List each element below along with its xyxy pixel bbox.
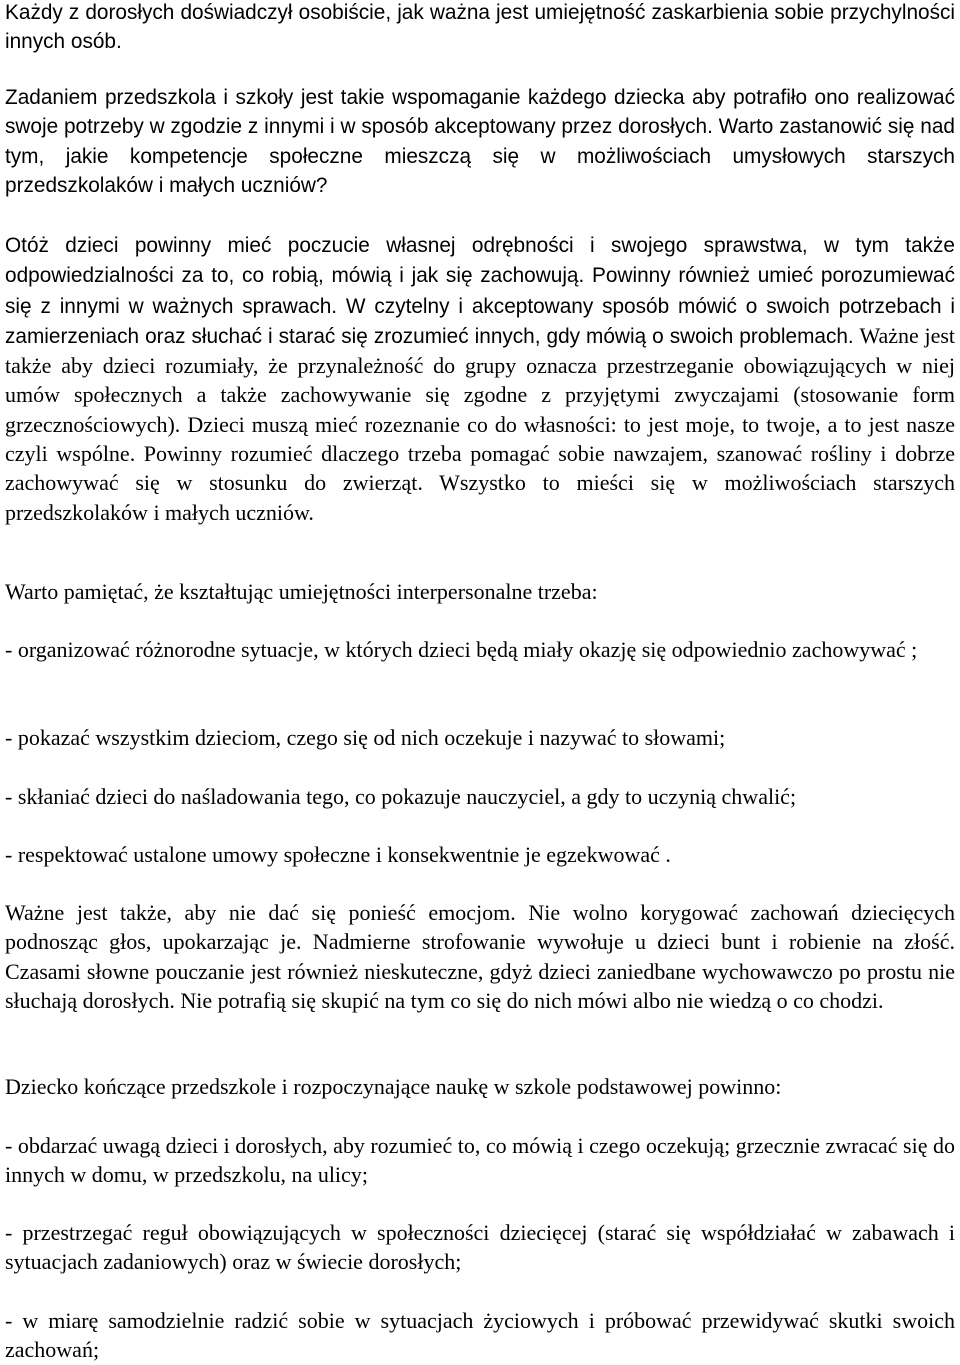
list-item-encourage: - skłaniać dzieci do naśladowania tego, co pokazuje nauczyciel, a gdy to uczynią chwalić; — [5, 784, 797, 809]
paragraph-competences — [5, 230, 955, 527]
paragraph-kindergarten-task: Zadaniem przedszkola i szkoły jest takie wspomaganie każdego dziecka aby potrafiło ono realizować swoje potrzeby w zgodzie z innymi i w sposób akceptowany przez dorosłych. Warto zastanowić się nad tym, jakie kompetencje społeczne mieszczą się w możliwościach umysłowych starszych przedszkolaków i małych uczniów? — [5, 86, 955, 197]
paragraph-remember: Warto pamiętać, że kształtując umiejętności interpersonalne trzeba: — [5, 579, 598, 604]
paragraph-competences-part1: Otóż dzieci powinny mieć poczucie własnej odrębności i swojego sprawstwa, w tym także odpowiedzialności za to, co robią, mówią i jak się zachowują. Powinny również umieć porozumiewać się z innymi w ważnych sprawach. W czytelny i akceptowany sposób mówić o swoich potrzebach i zamierzeniach oraz słuchać i starać się zrozumieć innych, gdy mówią o swoich problemach. — [5, 234, 955, 348]
list-item-show: - pokazać wszystkim dzieciom, czego się od nich oczekuje i nazywać to słowami; — [5, 725, 726, 750]
paragraph-emotions: Ważne jest także, aby nie dać się ponieść emocjom. Nie wolno korygować zachowań dziecięcych podnosząc głos, upokarzając je. Nadmierne strofowanie wywołuje u dzieci bunt i robienie na złość. Czasami słowne pouczanie jest również nieskuteczne, gdyż dzieci zaniedbane wychowawczo po prostu nie słuchają dorosłych. Nie potrafią się skupić na tym co się do nich mówi albo nie wiedzą o co chodzi. — [5, 900, 955, 1013]
paragraph-intro: Każdy z dorosłych doświadczył osobiście, jak ważna jest umiejętność zaskarbienia sobie przychylności innych osób. — [5, 1, 955, 54]
list-item-respect: - respektować ustalone umowy społeczne i konsekwentnie je egzekwować . — [5, 842, 671, 867]
list-item-organize: - organizować różnorodne sytuacje, w których dzieci będą miały okazję się odpowiednio zachowywać ; — [5, 637, 918, 662]
list-item-rules: - przestrzegać reguł obowiązujących w społeczności dziecięcej (starać się współdziałać w zabawach i sytuacjach zadaniowych) oraz w świecie dorosłych; — [5, 1220, 955, 1275]
paragraph-child-should: Dziecko kończące przedszkole i rozpoczynające naukę w szkole podstawowej powinno: — [5, 1074, 782, 1099]
list-item-independence: - w miarę samodzielnie radzić sobie w sytuacjach życiowych i próbować przewidywać skutki swoich zachowań; — [5, 1308, 955, 1363]
list-item-attention: - obdarzać uwagą dzieci i dorosłych, aby rozumieć to, co mówią i czego oczekują; grzecznie zwracać się do innych w domu, w przedszkolu, na ulicy; — [5, 1133, 955, 1188]
paragraph-competences-part2: Ważne jest także aby dzieci rozumiały, że przynależność do grupy oznacza przestrzeganie obowiązujących w niej umów społecznych a także zachowywanie się zgodne z przyjętymi zwyczajami (stosowanie form grzecznościowych). Dzieci muszą mieć rozeznanie co do własności: to jest moje, to twoje, a to jest nasze czyli wspólne. Powinny rozumieć dlaczego trzeba pomagać sobie nawzajem, szanować rośliny i dobrze zachowywać się w stosunku do zwierząt. Wszystko to mieści się w możliwościach starszych przedszkolaków i małych uczniów. — [5, 322, 956, 525]
